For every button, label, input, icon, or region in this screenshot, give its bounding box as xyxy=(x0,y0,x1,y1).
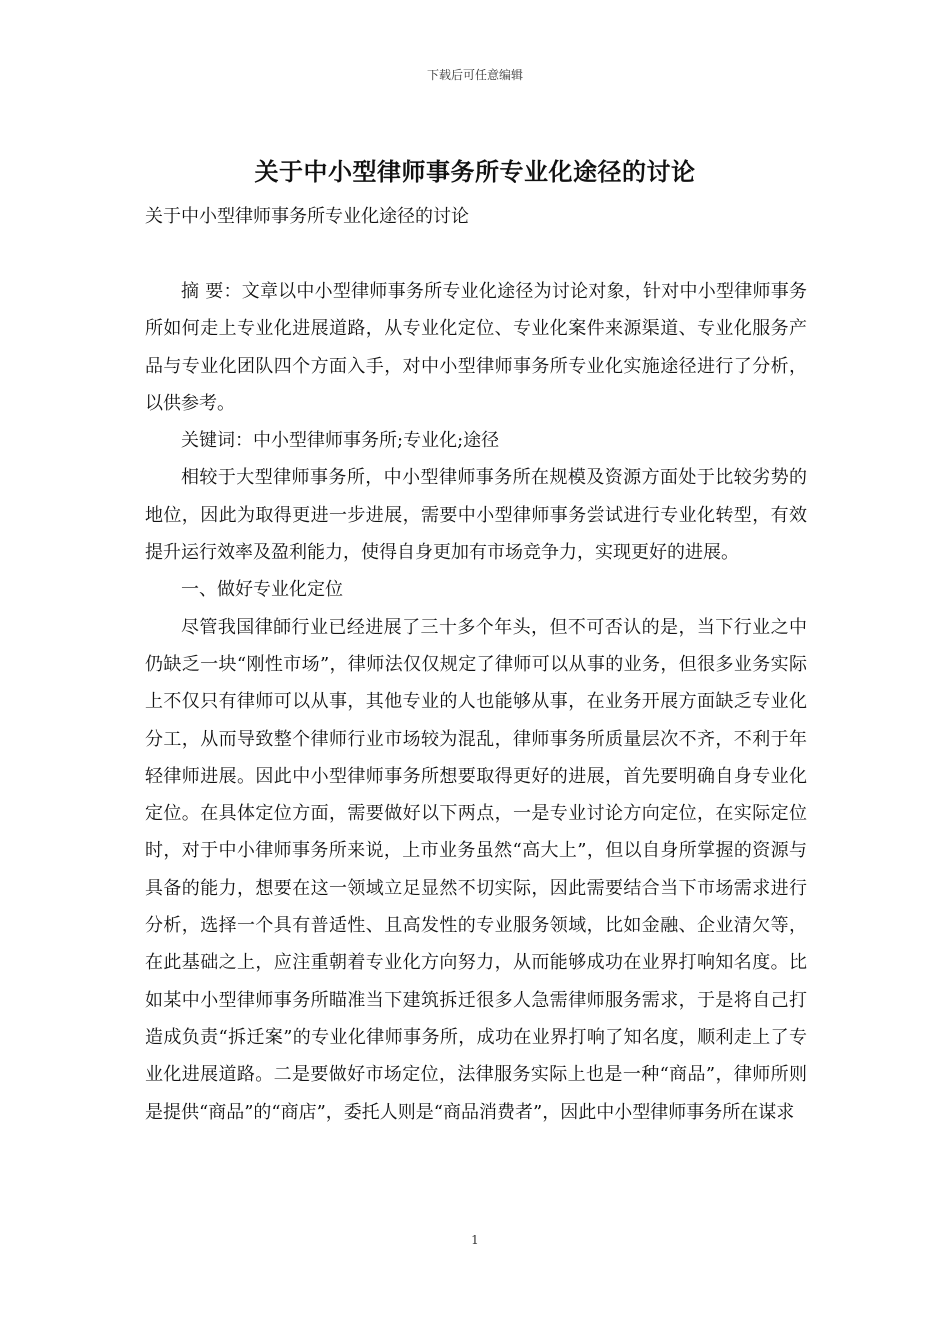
document-subtitle: 关于中小型律师事务所专业化途径的讨论 xyxy=(145,206,469,227)
intro-paragraph: 相较于大型律师事务所，中小型律师事务所在规模及资源方面处于比较劣势的地位，因此为取得更进一步进展，需要中小型律师事务尝试进行专业化转型，有效提升运行效率及盈利能力，使得自身更加有市场竞争力，实现更好的进展。 xyxy=(145,467,807,564)
document-body xyxy=(145,273,807,1131)
section-heading: 一、做好专业化定位 xyxy=(181,579,343,601)
section-paragraph: 尽管我国律師行业已经进展了三十多个年头，但不可否认的是，当下行业之中仍缺乏一块“刚性市场”，律师法仅仅规定了律师可以从事的业务，但很多业务实际上不仅只有律师可以从事，其他专业的人也能够从事，在业务开展方面缺乏专业化分工，从而导致整个律师行业市场较为混乱，律师事务所质量层次不齐，不利于年轻律师进展。因此中小型律师事务所想要取得更好的进展，首先要明确自身专业化定位。在具体定位方面，需要做好以下两点，一是专业讨论方向定位，在实际定位时，对于中小律师事务所来说，上市业务虽然“高大上”，但以自身所掌握的资源与具备的能力，想要在这一领域立足显然不切实际，因此需要结合当下市场需求进行分析，选择一个具有普适性、且高发性的专业服务领域，比如金融、企业清欠等，在此基础之上，应注重朝着专业化方向努力，从而能够成功在业界打响知名度。比如某中小型律师事务所瞄准当下建筑拆迁很多人急需律师服务需求，于是将自己打造成负责“拆迁案”的专业化律师事务所，成功在业界打响了知名度，顺利走上了专业化进展道路。二是要做好市场定位，法律服务实际上也是一种“商品”，律师所则是提供“商品”的“商店”，委托人则是“商品消费者”，因此中小型律师事务所在谋求 xyxy=(145,616,807,1123)
abstract-paragraph: 摘 要：文章以中小型律师事务所专业化途径为讨论对象，针对中小型律师事务所如何走上专业化进展道路，从专业化定位、专业化案件来源渠道、专业化服务产品与专业化团队四个方面入手，对中小型律师事务所专业化实施途径进行了分析，以供参考。 xyxy=(145,281,807,414)
page-header: 下载后可任意编辑 xyxy=(426,68,523,82)
document-title: 关于中小型律师事务所专业化途径的讨论 xyxy=(254,157,696,186)
keywords-paragraph: 关键词：中小型律师事务所;专业化;途径 xyxy=(181,430,500,452)
page-number: 1 xyxy=(471,1233,479,1247)
